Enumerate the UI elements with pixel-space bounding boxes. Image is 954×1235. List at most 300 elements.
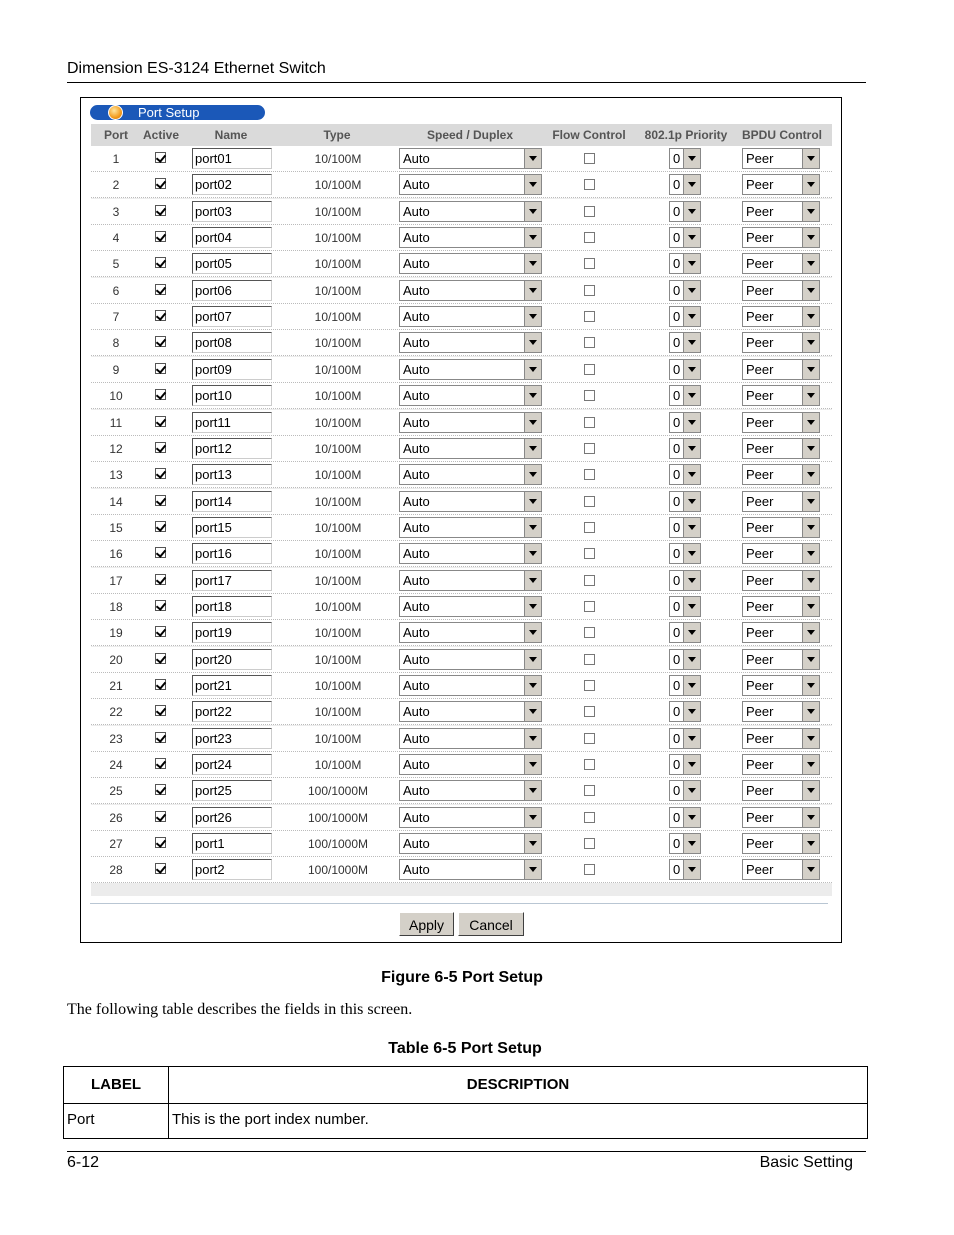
chevron-down-icon[interactable] — [524, 676, 541, 695]
table-row — [91, 172, 832, 198]
flow-control-checkbox[interactable] — [584, 575, 595, 586]
chevron-down-icon[interactable] — [683, 808, 700, 827]
priority-select[interactable] — [669, 201, 701, 222]
priority-select[interactable] — [669, 543, 701, 564]
speed-duplex-select[interactable] — [399, 833, 542, 854]
port-number: 7 — [112, 310, 120, 325]
port-name-input[interactable] — [192, 491, 272, 512]
flow-control-checkbox[interactable] — [584, 232, 595, 243]
port-name-input[interactable] — [192, 332, 272, 353]
active-checkbox[interactable] — [155, 705, 166, 716]
speed-duplex-select[interactable] — [399, 332, 542, 353]
active-checkbox[interactable] — [155, 336, 166, 347]
speed-duplex-select[interactable] — [399, 596, 542, 617]
port-number: 26 — [109, 810, 123, 825]
bpdu-control-select[interactable] — [742, 543, 820, 564]
chevron-down-icon[interactable] — [683, 386, 700, 405]
chevron-down-icon[interactable] — [802, 386, 819, 405]
speed-duplex-select[interactable] — [399, 359, 542, 380]
bpdu-control-select[interactable] — [742, 807, 820, 828]
active-checkbox[interactable] — [155, 732, 166, 743]
bpdu-control-select[interactable] — [742, 728, 820, 749]
flow-control-checkbox[interactable] — [584, 548, 595, 559]
speed-duplex-select[interactable] — [399, 754, 542, 775]
port-number: 5 — [112, 257, 120, 272]
priority-select[interactable] — [669, 227, 701, 248]
priority-select[interactable] — [669, 359, 701, 380]
priority-select[interactable] — [669, 332, 701, 353]
port-type: 10/100M — [314, 231, 362, 246]
chevron-down-icon[interactable] — [802, 702, 819, 721]
table-row — [91, 594, 832, 620]
speed-duplex-select[interactable] — [399, 438, 542, 459]
chevron-down-icon[interactable] — [524, 175, 541, 194]
speed-duplex-select[interactable] — [399, 491, 542, 512]
chevron-down-icon[interactable] — [802, 518, 819, 537]
bpdu-control-select[interactable] — [742, 622, 820, 643]
flow-control-checkbox[interactable] — [584, 864, 595, 875]
active-checkbox[interactable] — [155, 547, 166, 558]
speed-duplex-select[interactable] — [399, 306, 542, 327]
chevron-down-icon[interactable] — [802, 623, 819, 642]
chevron-down-icon[interactable] — [802, 175, 819, 194]
chevron-down-icon[interactable] — [683, 439, 700, 458]
chevron-down-icon[interactable] — [802, 571, 819, 590]
chevron-down-icon[interactable] — [524, 702, 541, 721]
bpdu-control-select[interactable] — [742, 780, 820, 801]
bpdu-control-select[interactable] — [742, 201, 820, 222]
chevron-down-icon[interactable] — [683, 702, 700, 721]
chevron-down-icon[interactable] — [524, 202, 541, 221]
bpdu-control-select[interactable] — [742, 701, 820, 722]
priority-select[interactable] — [669, 728, 701, 749]
chevron-down-icon[interactable] — [802, 781, 819, 800]
apply-button[interactable]: Apply — [399, 912, 454, 936]
chevron-down-icon[interactable] — [524, 149, 541, 168]
active-checkbox[interactable] — [155, 521, 166, 532]
port-name-input[interactable] — [192, 174, 272, 195]
chevron-down-icon[interactable] — [683, 623, 700, 642]
active-checkbox[interactable] — [155, 152, 166, 163]
speed-duplex-select[interactable] — [399, 780, 542, 801]
chevron-down-icon[interactable] — [683, 650, 700, 669]
speed-duplex-select[interactable] — [399, 807, 542, 828]
priority-select[interactable] — [669, 253, 701, 274]
port-setup-tab[interactable] — [90, 105, 265, 120]
flow-control-checkbox[interactable] — [584, 285, 595, 296]
chevron-down-icon[interactable] — [524, 254, 541, 273]
active-checkbox[interactable] — [155, 257, 166, 268]
chevron-down-icon[interactable] — [802, 808, 819, 827]
chevron-down-icon[interactable] — [683, 755, 700, 774]
bpdu-control-select[interactable] — [742, 570, 820, 591]
active-checkbox[interactable] — [155, 626, 166, 637]
chevron-down-icon[interactable] — [524, 755, 541, 774]
port-name-input[interactable] — [192, 280, 272, 301]
chevron-down-icon[interactable] — [683, 518, 700, 537]
chevron-down-icon[interactable] — [802, 149, 819, 168]
chevron-down-icon[interactable] — [802, 439, 819, 458]
chevron-down-icon[interactable] — [683, 307, 700, 326]
chevron-down-icon[interactable] — [802, 360, 819, 379]
priority-select[interactable] — [669, 148, 701, 169]
bpdu-control-value: Peer — [746, 440, 774, 456]
bpdu-control-select[interactable] — [742, 491, 820, 512]
priority-value: 0 — [673, 282, 681, 298]
flow-control-checkbox[interactable] — [584, 311, 595, 322]
chevron-down-icon[interactable] — [683, 597, 700, 616]
port-name-input[interactable] — [192, 596, 272, 617]
port-type: 10/100M — [314, 652, 362, 667]
table-row — [91, 383, 832, 409]
flow-control-checkbox[interactable] — [584, 601, 595, 612]
chevron-down-icon[interactable] — [524, 386, 541, 405]
bpdu-control-select[interactable] — [742, 517, 820, 538]
speed-duplex-select[interactable] — [399, 728, 542, 749]
flow-control-checkbox[interactable] — [584, 179, 595, 190]
bpdu-control-select[interactable] — [742, 253, 820, 274]
bpdu-control-select[interactable] — [742, 649, 820, 670]
flow-control-checkbox[interactable] — [584, 812, 595, 823]
chevron-down-icon[interactable] — [524, 729, 541, 748]
chevron-down-icon[interactable] — [683, 360, 700, 379]
active-checkbox[interactable] — [155, 653, 166, 664]
priority-select[interactable] — [669, 596, 701, 617]
bpdu-control-value: Peer — [746, 177, 774, 193]
port-name-input[interactable] — [192, 675, 272, 696]
chevron-down-icon[interactable] — [802, 676, 819, 695]
chevron-down-icon[interactable] — [524, 544, 541, 563]
flow-control-checkbox[interactable] — [584, 206, 595, 217]
priority-select[interactable] — [669, 807, 701, 828]
table-row — [91, 647, 832, 673]
priority-select[interactable] — [669, 570, 701, 591]
bpdu-control-value: Peer — [746, 282, 774, 298]
bpdu-control-select[interactable] — [742, 332, 820, 353]
speed-duplex-select[interactable] — [399, 253, 542, 274]
bpdu-control-select[interactable] — [742, 280, 820, 301]
chevron-down-icon[interactable] — [683, 860, 700, 879]
speed-duplex-select[interactable] — [399, 464, 542, 485]
bpdu-control-select[interactable] — [742, 385, 820, 406]
chevron-down-icon[interactable] — [683, 729, 700, 748]
active-checkbox[interactable] — [155, 468, 166, 479]
chevron-down-icon[interactable] — [683, 281, 700, 300]
flow-control-checkbox[interactable] — [584, 838, 595, 849]
chevron-down-icon[interactable] — [524, 281, 541, 300]
port-name-input[interactable] — [192, 701, 272, 722]
port-type: 100/1000M — [307, 784, 369, 799]
flow-control-checkbox[interactable] — [584, 680, 595, 691]
port-name-input[interactable] — [192, 754, 272, 775]
chevron-down-icon[interactable] — [802, 228, 819, 247]
chevron-down-icon[interactable] — [683, 228, 700, 247]
flow-control-checkbox[interactable] — [584, 496, 595, 507]
port-name-input[interactable] — [192, 649, 272, 670]
bpdu-control-select[interactable] — [742, 464, 820, 485]
port-name-input[interactable] — [192, 306, 272, 327]
chevron-down-icon[interactable] — [524, 808, 541, 827]
speed-duplex-value: Auto — [403, 651, 430, 667]
active-checkbox[interactable] — [155, 310, 166, 321]
port-name-input[interactable] — [192, 359, 272, 380]
chevron-down-icon[interactable] — [683, 676, 700, 695]
port-name-input[interactable] — [192, 201, 272, 222]
active-checkbox[interactable] — [155, 389, 166, 400]
chevron-down-icon[interactable] — [802, 729, 819, 748]
port-type: 10/100M — [314, 758, 362, 773]
bpdu-control-value: Peer — [746, 836, 774, 852]
chevron-down-icon[interactable] — [524, 228, 541, 247]
chevron-down-icon[interactable] — [802, 597, 819, 616]
flow-control-checkbox[interactable] — [584, 443, 595, 454]
speed-duplex-select[interactable] — [399, 385, 542, 406]
priority-value: 0 — [673, 519, 681, 535]
bpdu-control-select[interactable] — [742, 833, 820, 854]
chevron-down-icon[interactable] — [802, 254, 819, 273]
active-checkbox[interactable] — [155, 784, 166, 795]
flow-control-checkbox[interactable] — [584, 733, 595, 744]
bpdu-control-select[interactable] — [742, 306, 820, 327]
active-checkbox[interactable] — [155, 495, 166, 506]
chevron-down-icon[interactable] — [802, 755, 819, 774]
bpdu-control-select[interactable] — [742, 859, 820, 880]
speed-duplex-value: Auto — [403, 809, 430, 825]
port-name-input[interactable] — [192, 464, 272, 485]
port-name-input[interactable] — [192, 859, 272, 880]
chevron-down-icon[interactable] — [802, 860, 819, 879]
bpdu-control-select[interactable] — [742, 438, 820, 459]
chevron-down-icon[interactable] — [683, 175, 700, 194]
speed-duplex-select[interactable] — [399, 517, 542, 538]
chevron-down-icon[interactable] — [524, 571, 541, 590]
panel-divider — [90, 903, 828, 904]
priority-select[interactable] — [669, 438, 701, 459]
speed-duplex-select[interactable] — [399, 570, 542, 591]
speed-duplex-select[interactable] — [399, 543, 542, 564]
priority-select[interactable] — [669, 517, 701, 538]
chevron-down-icon[interactable] — [683, 544, 700, 563]
priority-value: 0 — [673, 651, 681, 667]
chevron-down-icon[interactable] — [683, 254, 700, 273]
active-checkbox[interactable] — [155, 574, 166, 585]
active-checkbox[interactable] — [155, 442, 166, 453]
chevron-down-icon[interactable] — [683, 413, 700, 432]
speed-duplex-select[interactable] — [399, 412, 542, 433]
chevron-down-icon[interactable] — [683, 781, 700, 800]
priority-value: 0 — [673, 730, 681, 746]
port-name-input[interactable] — [192, 438, 272, 459]
chevron-down-icon[interactable] — [802, 544, 819, 563]
speed-duplex-select[interactable] — [399, 622, 542, 643]
speed-duplex-value: Auto — [403, 230, 430, 246]
chevron-down-icon[interactable] — [524, 360, 541, 379]
port-number: 10 — [109, 389, 123, 404]
chevron-down-icon[interactable] — [683, 492, 700, 511]
priority-select[interactable] — [669, 174, 701, 195]
priority-select[interactable] — [669, 464, 701, 485]
priority-select[interactable] — [669, 649, 701, 670]
active-checkbox[interactable] — [155, 837, 166, 848]
priority-select[interactable] — [669, 859, 701, 880]
flow-control-checkbox[interactable] — [584, 785, 595, 796]
chevron-down-icon[interactable] — [683, 465, 700, 484]
priority-value: 0 — [673, 625, 681, 641]
bpdu-control-value: Peer — [746, 203, 774, 219]
port-name-input[interactable] — [192, 833, 272, 854]
chevron-down-icon[interactable] — [524, 518, 541, 537]
flow-control-checkbox[interactable] — [584, 390, 595, 401]
priority-select[interactable] — [669, 780, 701, 801]
flow-control-checkbox[interactable] — [584, 153, 595, 164]
port-name-input[interactable] — [192, 227, 272, 248]
chevron-down-icon[interactable] — [524, 307, 541, 326]
chevron-down-icon[interactable] — [524, 333, 541, 352]
port-number: 6 — [112, 283, 120, 298]
speed-duplex-select[interactable] — [399, 201, 542, 222]
chevron-down-icon[interactable] — [524, 492, 541, 511]
flow-control-checkbox[interactable] — [584, 417, 595, 428]
port-number: 3 — [112, 204, 120, 219]
flow-control-checkbox[interactable] — [584, 258, 595, 269]
priority-value: 0 — [673, 177, 681, 193]
chevron-down-icon[interactable] — [524, 781, 541, 800]
port-name-input[interactable] — [192, 570, 272, 591]
chevron-down-icon[interactable] — [524, 465, 541, 484]
port-number: 17 — [109, 573, 123, 588]
chevron-down-icon[interactable] — [524, 650, 541, 669]
speed-duplex-select[interactable] — [399, 859, 542, 880]
active-checkbox[interactable] — [155, 679, 166, 690]
port-name-input[interactable] — [192, 253, 272, 274]
port-name-input[interactable] — [192, 517, 272, 538]
speed-duplex-select[interactable] — [399, 148, 542, 169]
bpdu-control-select[interactable] — [742, 174, 820, 195]
priority-select[interactable] — [669, 833, 701, 854]
port-type: 10/100M — [314, 731, 362, 746]
flow-control-checkbox[interactable] — [584, 627, 595, 638]
priority-select[interactable] — [669, 675, 701, 696]
priority-select[interactable] — [669, 280, 701, 301]
table-row — [91, 225, 832, 251]
speed-duplex-select[interactable] — [399, 280, 542, 301]
chevron-down-icon[interactable] — [802, 650, 819, 669]
priority-select[interactable] — [669, 412, 701, 433]
table-row — [91, 410, 832, 436]
port-name-input[interactable] — [192, 412, 272, 433]
flow-control-checkbox[interactable] — [584, 654, 595, 665]
table-row — [91, 462, 832, 488]
chevron-down-icon[interactable] — [683, 202, 700, 221]
port-name-input[interactable] — [192, 385, 272, 406]
flow-control-checkbox[interactable] — [584, 469, 595, 480]
active-checkbox[interactable] — [155, 178, 166, 189]
chevron-down-icon[interactable] — [683, 571, 700, 590]
chevron-down-icon[interactable] — [683, 149, 700, 168]
priority-select[interactable] — [669, 754, 701, 775]
port-type: 100/1000M — [307, 810, 369, 825]
flow-control-checkbox[interactable] — [584, 337, 595, 348]
port-name-input[interactable] — [192, 543, 272, 564]
port-number: 23 — [109, 731, 123, 746]
chevron-down-icon[interactable] — [524, 834, 541, 853]
chevron-down-icon[interactable] — [802, 281, 819, 300]
bpdu-control-select[interactable] — [742, 227, 820, 248]
bpdu-control-select[interactable] — [742, 675, 820, 696]
bpdu-control-value: Peer — [746, 230, 774, 246]
flow-control-checkbox[interactable] — [584, 522, 595, 533]
active-checkbox[interactable] — [155, 811, 166, 822]
table-row — [91, 726, 832, 752]
chevron-down-icon[interactable] — [802, 834, 819, 853]
flow-control-checkbox[interactable] — [584, 364, 595, 375]
chevron-down-icon[interactable] — [683, 834, 700, 853]
tab-label: Port Setup — [138, 105, 200, 120]
chevron-down-icon[interactable] — [802, 492, 819, 511]
chevron-down-icon[interactable] — [524, 623, 541, 642]
speed-duplex-select[interactable] — [399, 701, 542, 722]
priority-value: 0 — [673, 388, 681, 404]
active-checkbox[interactable] — [155, 231, 166, 242]
port-name-input[interactable] — [192, 728, 272, 749]
chevron-down-icon[interactable] — [683, 333, 700, 352]
priority-select[interactable] — [669, 385, 701, 406]
port-number: 12 — [109, 441, 123, 456]
priority-value: 0 — [673, 467, 681, 483]
priority-select[interactable] — [669, 622, 701, 643]
active-checkbox[interactable] — [155, 205, 166, 216]
chevron-down-icon[interactable] — [802, 202, 819, 221]
chevron-down-icon[interactable] — [524, 597, 541, 616]
port-name-input[interactable] — [192, 780, 272, 801]
flow-control-checkbox[interactable] — [584, 706, 595, 717]
speed-duplex-select[interactable] — [399, 649, 542, 670]
active-checkbox[interactable] — [155, 758, 166, 769]
port-name-input[interactable] — [192, 148, 272, 169]
flow-control-checkbox[interactable] — [584, 759, 595, 770]
port-name-input[interactable] — [192, 807, 272, 828]
bpdu-control-select[interactable] — [742, 754, 820, 775]
active-checkbox[interactable] — [155, 284, 166, 295]
port-name-input[interactable] — [192, 622, 272, 643]
chevron-down-icon[interactable] — [524, 860, 541, 879]
bpdu-control-select[interactable] — [742, 596, 820, 617]
chevron-down-icon[interactable] — [524, 439, 541, 458]
bpdu-control-select[interactable] — [742, 359, 820, 380]
speed-duplex-select[interactable] — [399, 227, 542, 248]
bpdu-control-select[interactable] — [742, 148, 820, 169]
chevron-down-icon[interactable] — [802, 413, 819, 432]
active-checkbox[interactable] — [155, 416, 166, 427]
chevron-down-icon[interactable] — [802, 333, 819, 352]
priority-select[interactable] — [669, 701, 701, 722]
speed-duplex-select[interactable] — [399, 174, 542, 195]
priority-select[interactable] — [669, 491, 701, 512]
active-checkbox[interactable] — [155, 600, 166, 611]
active-checkbox[interactable] — [155, 863, 166, 874]
priority-select[interactable] — [669, 306, 701, 327]
port-type: 10/100M — [314, 336, 362, 351]
speed-duplex-select[interactable] — [399, 675, 542, 696]
speed-duplex-value: Auto — [403, 862, 430, 878]
chevron-down-icon[interactable] — [802, 307, 819, 326]
port-number: 14 — [109, 494, 123, 509]
chevron-down-icon[interactable] — [524, 413, 541, 432]
chevron-down-icon[interactable] — [802, 465, 819, 484]
bpdu-control-select[interactable] — [742, 412, 820, 433]
cancel-button[interactable]: Cancel — [458, 912, 524, 936]
active-checkbox[interactable] — [155, 363, 166, 374]
